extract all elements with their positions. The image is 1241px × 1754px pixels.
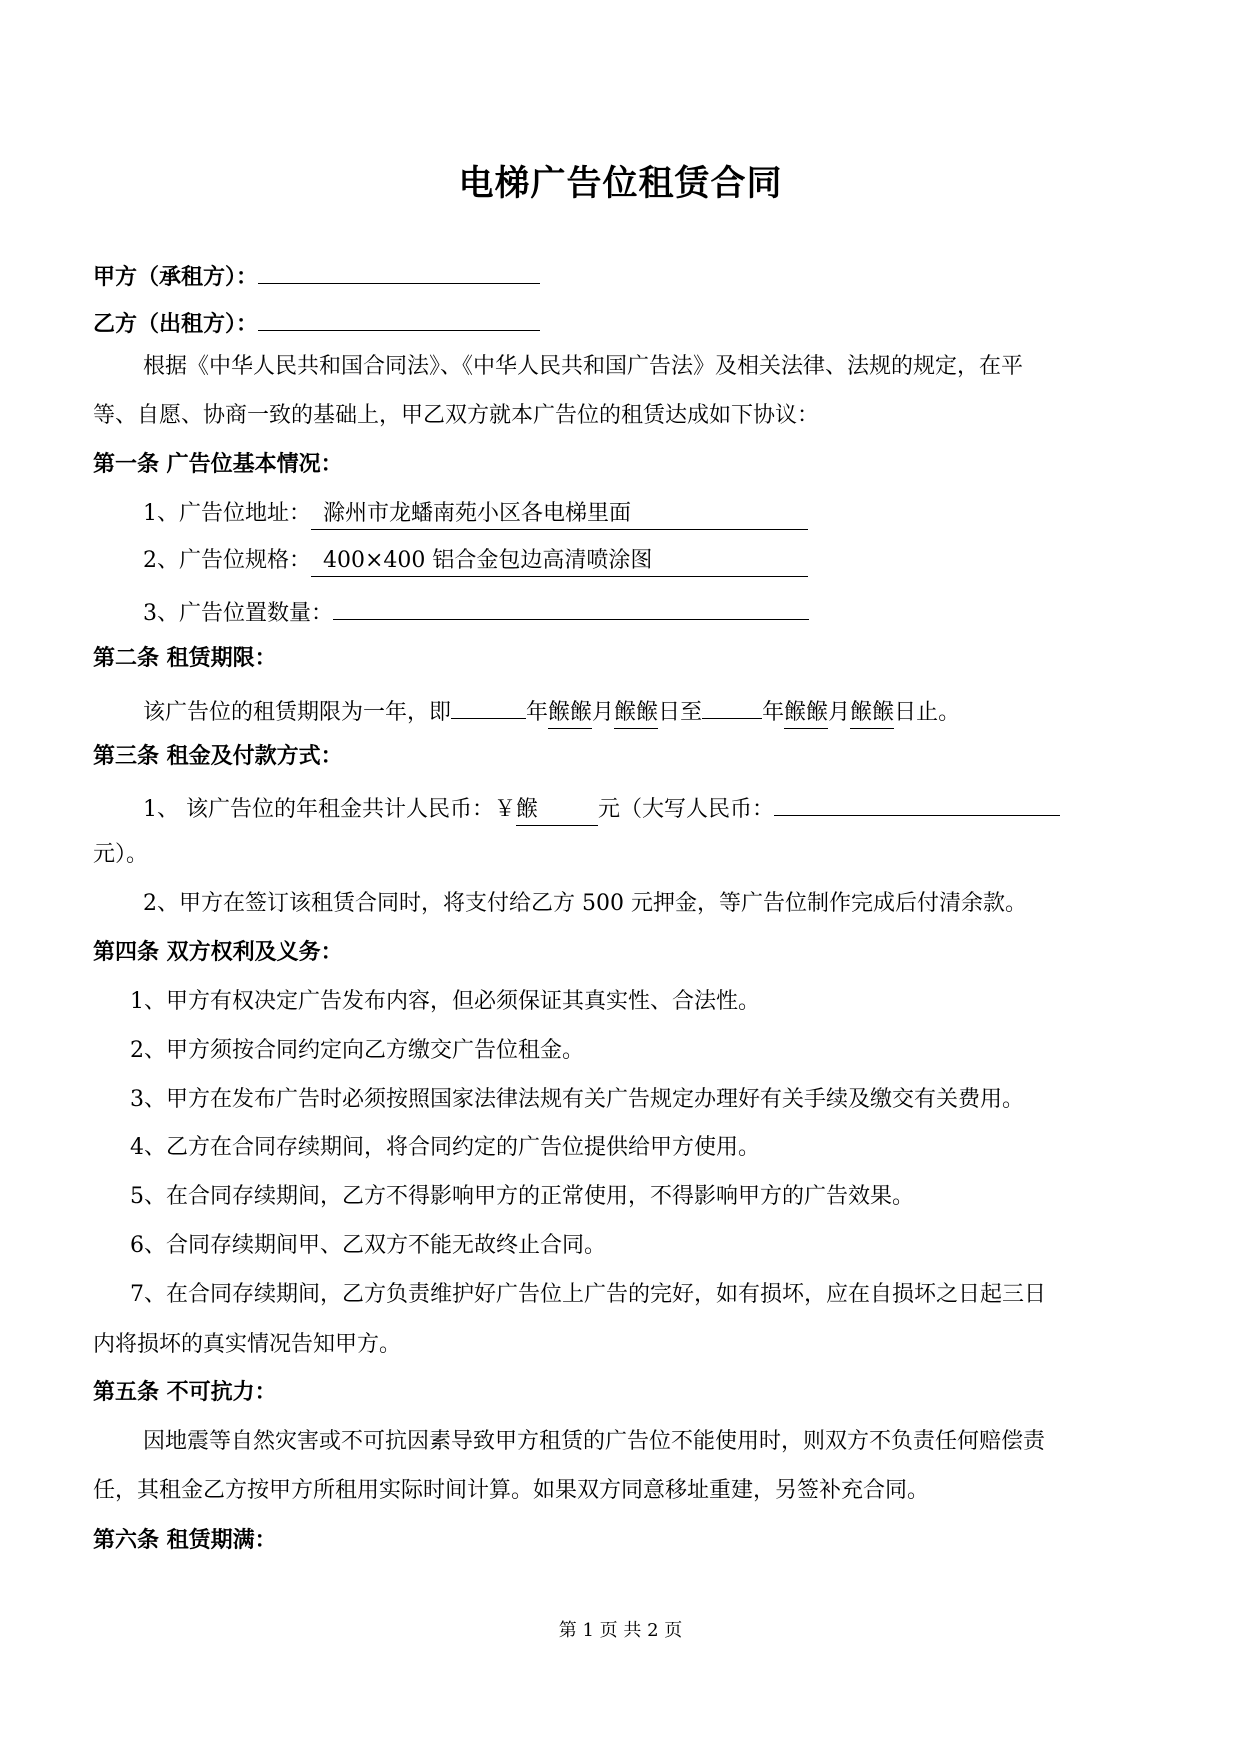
article-4-heading: 第四条 双方权利及义务：	[93, 940, 343, 965]
party-b-blank	[258, 306, 540, 331]
end-year-blank	[702, 694, 762, 719]
rent-capital-label: 元（大写人民币：	[598, 797, 775, 822]
article-6-heading: 第六条 租赁期满：	[93, 1528, 277, 1553]
document-title: 电梯广告位租赁合同	[458, 164, 783, 204]
art4-item-6: 6、合同存续期间甲、乙双方不能无故终止合同。	[130, 1233, 606, 1258]
art3-item-1	[143, 791, 1060, 826]
address-label: 1、广告位地址：	[143, 501, 311, 526]
art2-term-line	[143, 694, 960, 729]
day-end-label: 日止。	[894, 700, 961, 725]
month-label-1: 月	[592, 700, 615, 725]
year-label-2: 年	[762, 700, 785, 725]
quantity-blank	[333, 595, 809, 620]
art5-line-2: 任，其租金乙方按甲方所租用实际时间计算。如果双方同意移址重建，另签补充合同。	[93, 1478, 930, 1503]
art4-item-7: 7、在合同存续期间，乙方负责维护好广告位上广告的完好，如有损坏，应在自损坏之日起三日	[130, 1282, 1047, 1307]
address-value: 滁州市龙蟠南苑小区各电梯里面	[311, 499, 808, 530]
rent-amount-label: 1、 该广告位的年租金共计人民币：￥	[143, 797, 516, 822]
art4-item-7-cont: 内将损坏的真实情况告知甲方。	[93, 1332, 402, 1357]
art1-item-1	[143, 499, 808, 530]
art3-item-2: 2、甲方在签订该租赁合同时，将支付给乙方 500 元押金，等广告位制作完成后付清余款。	[143, 891, 1027, 916]
art5-line-1: 因地震等自然灾害或不可抗因素导致甲方租赁的广告位不能使用时，则双方不负责任何赔偿责	[143, 1429, 1046, 1454]
article-1-heading: 第一条 广告位基本情况：	[93, 452, 343, 477]
party-a-line	[93, 259, 540, 293]
end-day-fill: 餱餱	[850, 698, 894, 729]
page-footer: 第 1 页 共 2 页	[558, 1620, 683, 1641]
art1-item-3	[143, 595, 809, 629]
quantity-label: 3、广告位置数量：	[143, 601, 333, 626]
year-label-1: 年	[526, 700, 549, 725]
art1-item-2	[143, 546, 808, 577]
art4-item-5: 5、在合同存续期间，乙方不得影响甲方的正常使用，不得影响甲方的广告效果。	[130, 1184, 914, 1209]
party-a-label: 甲方（承租方）：	[93, 265, 259, 290]
preamble-line-2: 等、自愿、协商一致的基础上，甲乙双方就本广告位的租赁达成如下协议：	[93, 403, 820, 428]
start-year-blank	[451, 694, 526, 719]
art3-item-1-cont: 元）。	[93, 842, 149, 867]
rent-amount-fill: 餱	[516, 795, 598, 826]
month-label-2: 月	[828, 700, 851, 725]
party-a-blank	[258, 259, 540, 284]
term-text: 该广告位的租赁期限为一年，即	[143, 700, 452, 725]
party-b-line	[93, 306, 540, 340]
spec-value: 400×400 铝合金包边高清喷涂图	[311, 546, 808, 577]
preamble-line-1: 根据《中华人民共和国合同法》、《中华人民共和国广告法》及相关法律、法规的规定，在平	[143, 354, 1024, 379]
rent-capital-blank	[774, 791, 1060, 816]
article-2-heading: 第二条 租赁期限：	[93, 646, 277, 671]
art4-item-2: 2、甲方须按合同约定向乙方缴交广告位租金。	[130, 1038, 584, 1063]
art4-item-4: 4、乙方在合同存续期间，将合同约定的广告位提供给甲方使用。	[130, 1135, 760, 1160]
start-month-fill: 餱餱	[548, 698, 592, 729]
art4-item-1: 1、甲方有权决定广告发布内容，但必须保证其真实性、合法性。	[130, 989, 760, 1014]
party-b-label: 乙方（出租方）：	[93, 312, 259, 337]
end-month-fill: 餱餱	[784, 698, 828, 729]
day-to-label: 日至	[658, 700, 703, 725]
article-3-heading: 第三条 租金及付款方式：	[93, 744, 343, 769]
start-day-fill: 餱餱	[614, 698, 658, 729]
article-5-heading: 第五条 不可抗力：	[93, 1380, 277, 1405]
art4-item-3: 3、甲方在发布广告时必须按照国家法律法规有关广告规定办理好有关手续及缴交有关费用。	[130, 1087, 1025, 1112]
spec-label: 2、广告位规格：	[143, 548, 311, 573]
